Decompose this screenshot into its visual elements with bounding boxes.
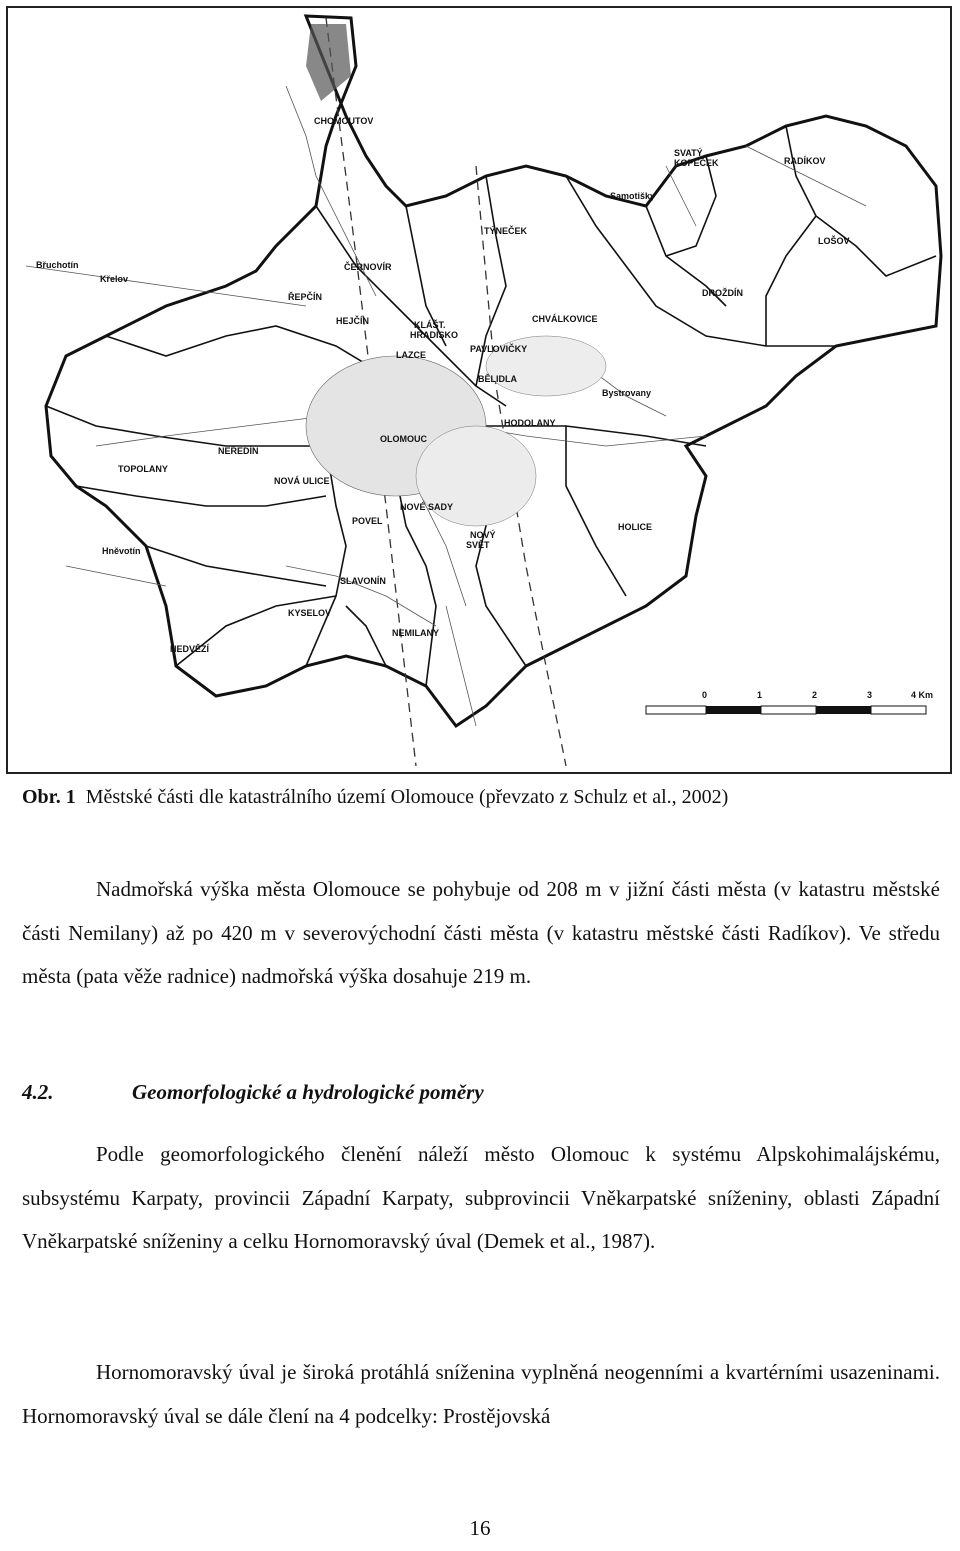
label-svet: SVĚT	[466, 540, 490, 550]
label-bruchotin: Břuchotín	[36, 260, 79, 270]
section-title: Geomorfologické a hydrologické poměry	[132, 1080, 484, 1104]
scale-tick-4: 4 Km	[911, 690, 934, 700]
label-belidla: BĚLIDLA	[478, 374, 517, 384]
label-nedvezi: NEDVĚZÍ	[170, 644, 210, 654]
label-nova-ulice: NOVÁ ULICE	[274, 476, 330, 486]
page-number: 16	[469, 1516, 491, 1540]
label-tynecek: TÝNEČEK	[484, 226, 528, 236]
scale-tick-2: 2	[812, 690, 818, 700]
caption-text: Městské části dle katastrálního území Olomouce (převzato z Schulz et al., 2002)	[85, 786, 729, 808]
paragraph-hornomoravsky	[22, 1351, 940, 1438]
paragraph-hornomoravsky-text: Hornomoravský úval je široká protáhlá sníženina vyplněná neogenními a kvartérními usazeninami. Hornomoravský úval se dále člení na 4 podcelky: Prostějovská	[22, 1360, 940, 1428]
section-heading	[22, 1080, 484, 1105]
label-holice: HOLICE	[618, 522, 653, 532]
label-pavlovicky: PAVLOVIČKY	[470, 344, 528, 354]
label-repcin: ŘEPČÍN	[288, 292, 323, 302]
label-lazce: LAZCE	[396, 350, 426, 360]
label-svaty: SVATÝ	[674, 148, 703, 158]
label-hodolany: HODOLANY	[504, 418, 556, 428]
label-hnevotin: Hněvotín	[102, 546, 141, 556]
label-povel: POVEL	[352, 516, 383, 526]
label-samotisky: Samotišky	[610, 191, 656, 201]
caption-label: Obr. 1	[22, 786, 76, 808]
label-losov: LOŠOV	[818, 236, 850, 246]
map-border	[7, 7, 951, 773]
label-chomoutov: CHOMOUTOV	[314, 116, 374, 126]
paragraph-elevation-text: Nadmořská výška města Olomouce se pohybuje od 208 m v jižní části města (v katastru městské části Nemilany) až po 420 m v severovýchodní části města (v katastru městské části Radíkov). Ve středu města (pata věže radnice) nadmořská výška dosahuje 219 m.	[22, 877, 940, 988]
label-cernovir: ČERNOVÍR	[344, 262, 392, 272]
label-nemilany: NEMILANY	[392, 628, 439, 638]
map-svg	[6, 6, 952, 774]
label-drozdin: DROŽDÍN	[702, 288, 743, 298]
figure-caption	[22, 786, 942, 809]
scale-tick-0: 0	[702, 690, 708, 700]
label-topolany: TOPOLANY	[118, 464, 168, 474]
label-nove-sady: NOVÉ SADY	[400, 502, 454, 512]
label-krelov: Křelov	[100, 274, 129, 284]
label-slavonin: SLAVONÍN	[340, 576, 386, 586]
label-kopecek: KOPEČEK	[674, 158, 719, 168]
label-kyselov: KYSELOV	[288, 608, 332, 618]
label-hejcin: HEJČÍN	[336, 316, 370, 326]
scale-tick-1: 1	[757, 690, 763, 700]
label-radikov: RADÍKOV	[784, 156, 826, 166]
label-chvalkovice: CHVÁLKOVICE	[532, 314, 598, 324]
paragraph-elevation	[22, 868, 940, 999]
label-novy: NOVÝ	[470, 530, 496, 540]
label-bystrovany: Bystrovany	[602, 388, 652, 398]
paragraph-geomorphology	[22, 1133, 940, 1264]
label-olomouc: OLOMOUC	[380, 434, 427, 444]
section-number: 4.2.	[22, 1080, 54, 1104]
label-klast: KLÁŠT.	[414, 320, 446, 330]
scale-tick-3: 3	[867, 690, 873, 700]
label-hradisko: HRADISKO	[410, 330, 459, 340]
paragraph-geomorphology-text: Podle geomorfologického členění náleží město Olomouc k systému Alpskohimalájskému, subsystému Karpaty, provincii Západní Karpaty, subprovincii Vněkarpatské sníženiny, oblasti Západní Vněkarpatské sníženiny a celku Hornomoravský úval (Demek et al., 1987).	[22, 1142, 940, 1253]
district-map	[6, 6, 952, 774]
label-neredin: NEŘEDÍN	[218, 446, 259, 456]
